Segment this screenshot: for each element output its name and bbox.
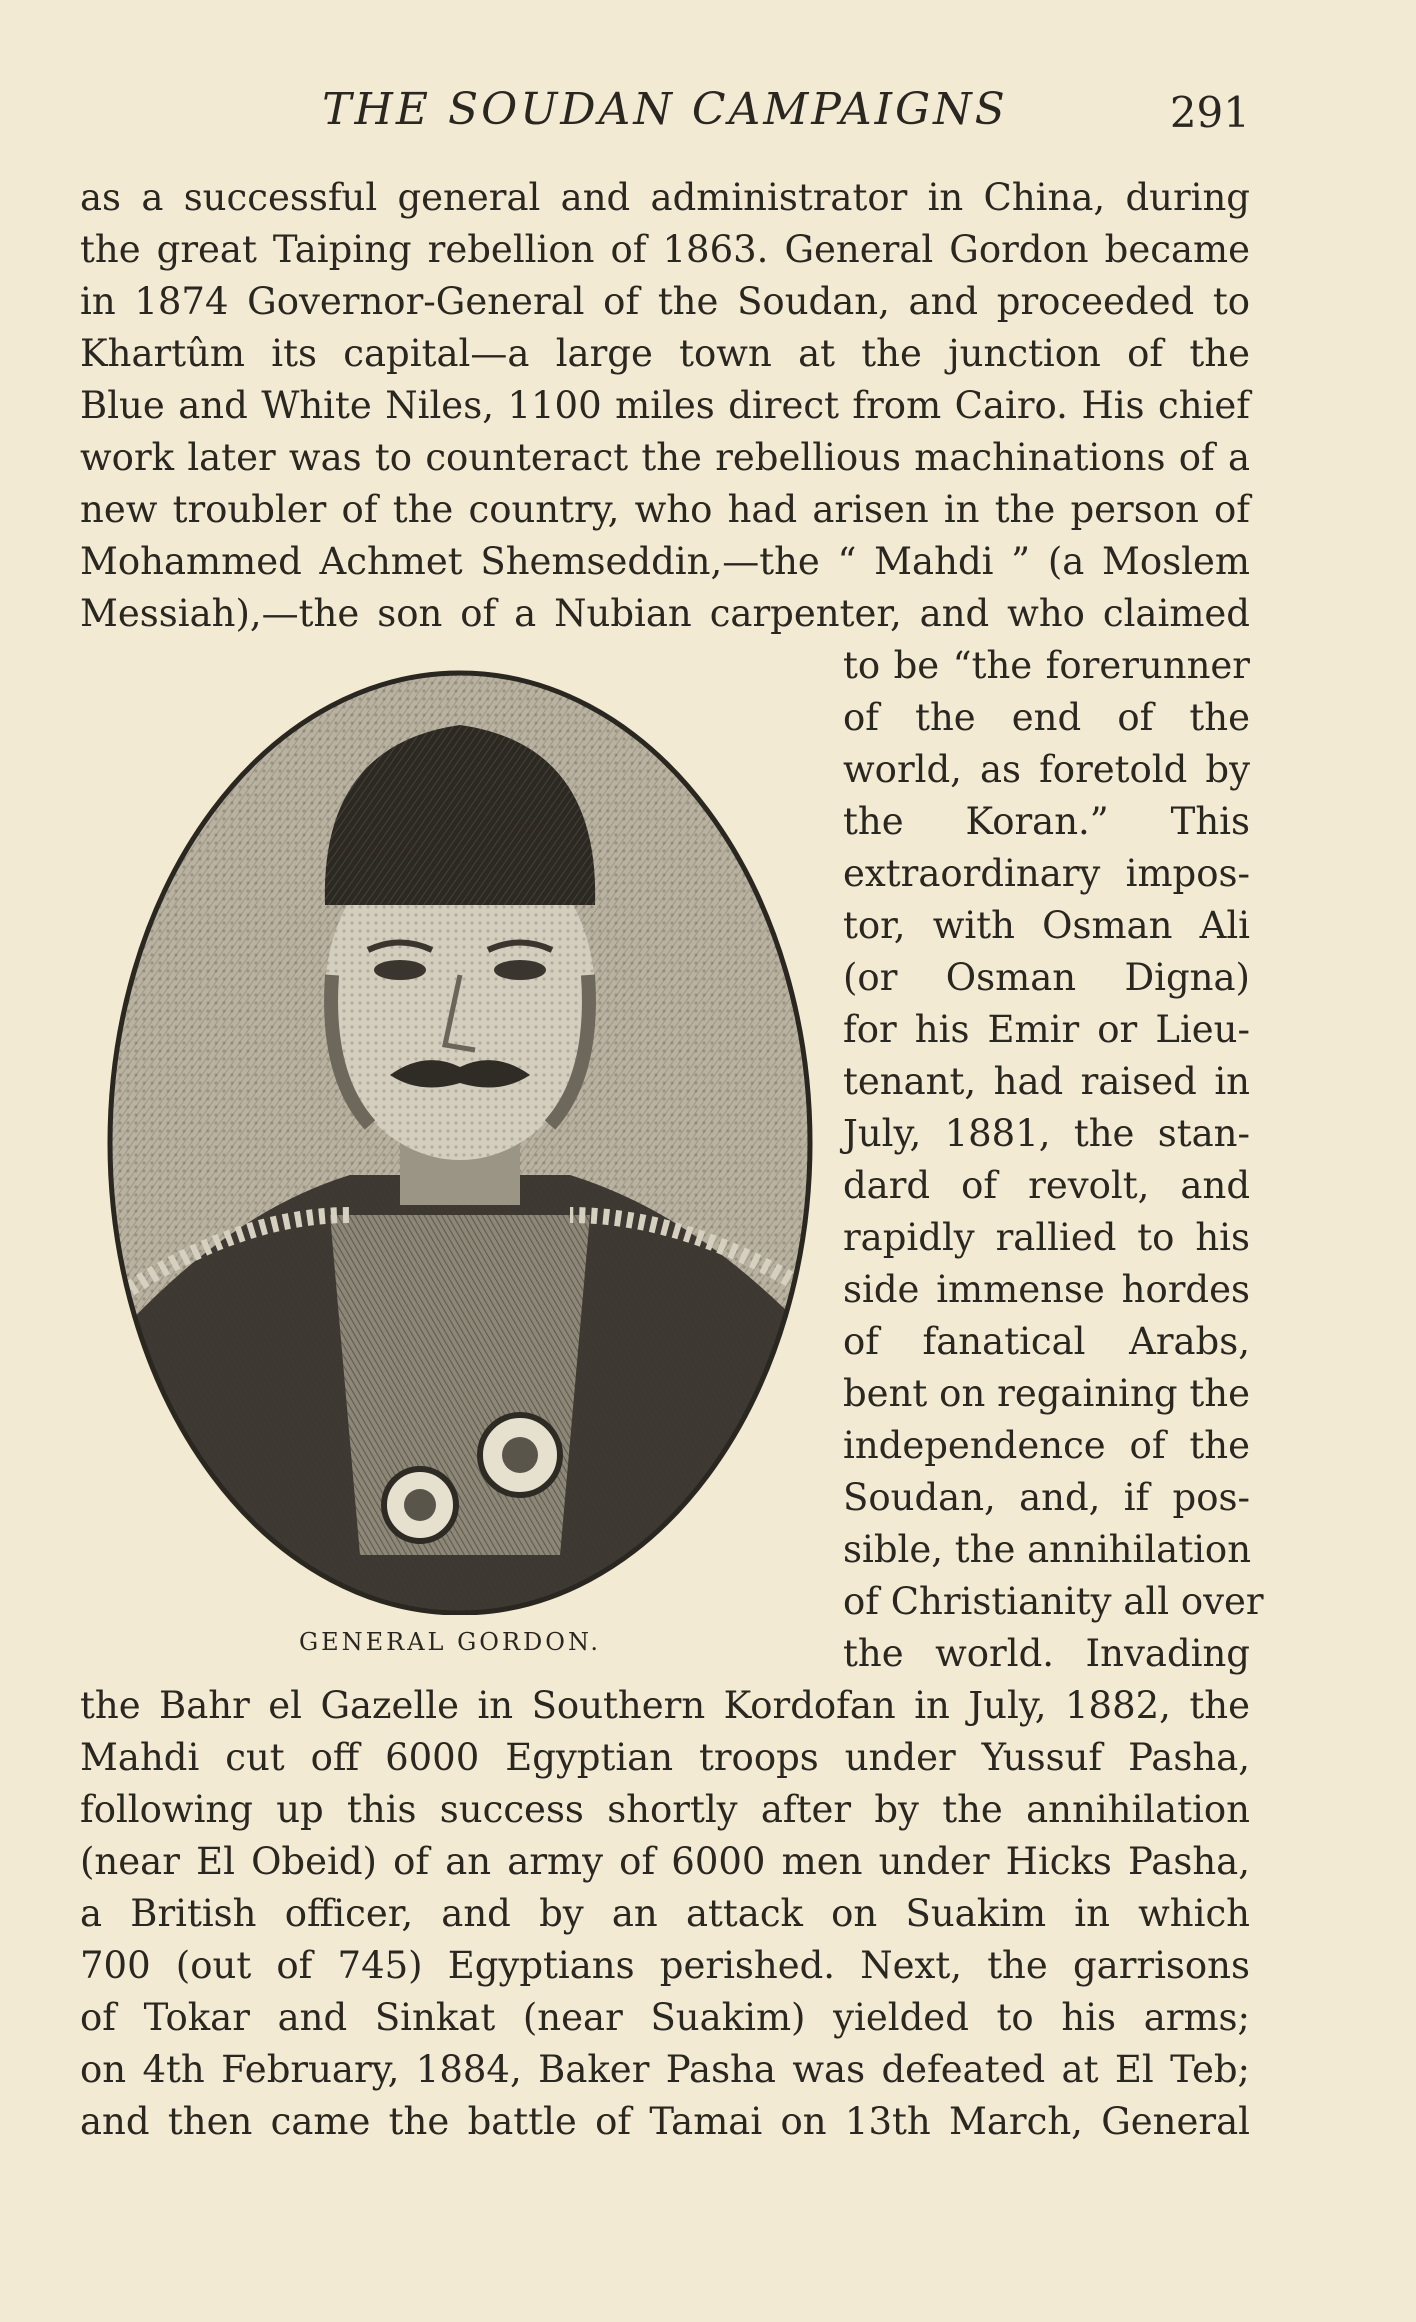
text-line: in 1874 Governor-General of the Soudan, and proceeded to — [80, 280, 1250, 323]
text-line: Messiah),—the son of a Nubian carpenter, and who claimed — [80, 592, 1250, 635]
text-line: work later was to counteract the rebellious machinations of a — [80, 436, 1250, 479]
side-text-line: Soudan, and, if pos- — [843, 1476, 1250, 1519]
side-text-line: of Christianity all over — [843, 1580, 1264, 1623]
text-line: (near El Obeid) of an army of 6000 men under Hicks Pasha, — [80, 1840, 1250, 1883]
side-text-line: world, as foretold by — [843, 748, 1250, 791]
text-line: the Bahr el Gazelle in Southern Kordofan in July, 1882, the — [80, 1684, 1250, 1727]
text-line: of Tokar and Sinkat (near Suakim) yielded to his arms; — [80, 1996, 1250, 2039]
side-text-line: bent on regaining the — [843, 1372, 1250, 1415]
side-text-line: of the end of the — [843, 696, 1250, 739]
side-text-line: tor, with Osman Ali — [843, 904, 1250, 947]
side-text-line: dard of revolt, and — [843, 1164, 1250, 1207]
text-line: new troubler of the country, who had arisen in the person of — [80, 488, 1250, 531]
text-line: and then came the battle of Tamai on 13th March, General — [80, 2100, 1250, 2143]
text-line: the great Taiping rebellion of 1863. General Gordon became — [80, 228, 1250, 271]
side-text-line: to be “the forerunner — [843, 644, 1250, 687]
side-text-line: the Koran.” This — [843, 800, 1250, 843]
text-line: as a successful general and administrator in China, during — [80, 176, 1250, 219]
side-text-line: side immense hordes — [843, 1268, 1250, 1311]
text-line: on 4th February, 1884, Baker Pasha was defeated at El Teb; — [80, 2048, 1250, 2091]
page-number: 291 — [1169, 88, 1250, 137]
portrait-engraving — [100, 655, 820, 1615]
running-head — [80, 84, 1250, 144]
figure-caption: GENERAL GORDON. — [298, 1628, 602, 1656]
text-line: Mohammed Achmet Shemseddin,—the “ Mahdi ” (a Moslem — [80, 540, 1250, 583]
side-text-line: the world. Invading — [843, 1632, 1250, 1675]
side-text-line: (or Osman Digna) — [843, 956, 1250, 999]
side-text-line: of fanatical Arabs, — [843, 1320, 1250, 1363]
running-title: THE SOUDAN CAMPAIGNS — [322, 84, 1008, 135]
text-line: following up this success shortly after by the annihilation — [80, 1788, 1250, 1831]
side-text-line: independence of the — [843, 1424, 1250, 1467]
text-line: Mahdi cut off 6000 Egyptian troops under Yussuf Pasha, — [80, 1736, 1250, 1779]
side-text-line: July, 1881, the stan- — [843, 1112, 1250, 1155]
text-line: Khartûm its capital—a large town at the junction of the — [80, 332, 1250, 375]
side-text-line: for his Emir or Lieu- — [843, 1008, 1250, 1051]
side-text-line: rapidly rallied to his — [843, 1216, 1250, 1259]
text-line: Blue and White Niles, 1100 miles direct from Cairo. His chief — [80, 384, 1250, 427]
side-text-line: extraordinary impos- — [843, 852, 1250, 895]
text-line: 700 (out of 745) Egyptians perished. Next, the garrisons — [80, 1944, 1250, 1987]
side-text-line: tenant, had raised in — [843, 1060, 1250, 1103]
text-line: a British officer, and by an attack on Suakim in which — [80, 1892, 1250, 1935]
side-text-line: sible, the annihilation — [843, 1528, 1252, 1571]
